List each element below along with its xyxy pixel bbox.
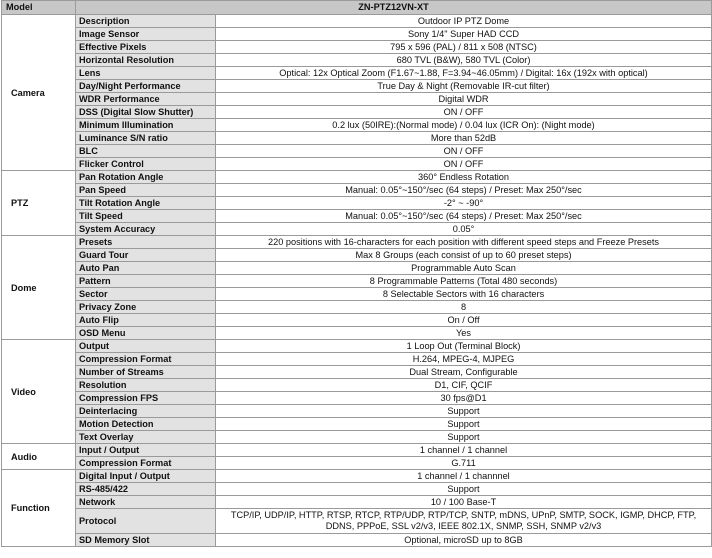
spec-value: 220 positions with 16-characters for each position with different speed steps and Freeze Presets <box>216 236 712 249</box>
model-label: Model <box>2 1 76 15</box>
spec-value: Optional, microSD up to 8GB <box>216 534 712 547</box>
table-row <box>2 41 712 54</box>
table-row <box>2 534 712 547</box>
spec-item-label: Effective Pixels <box>76 41 216 54</box>
spec-value: Support <box>216 405 712 418</box>
table-row <box>2 483 712 496</box>
spec-item-label: Output <box>76 340 216 353</box>
spec-item-label: Input / Output <box>76 444 216 457</box>
spec-item-label: DSS (Digital Slow Shutter) <box>76 106 216 119</box>
spec-value: Digital WDR <box>216 93 712 106</box>
spec-item-label: Compression Format <box>76 353 216 366</box>
spec-item-label: SD Memory Slot <box>76 534 216 547</box>
spec-item-label: Text Overlay <box>76 431 216 444</box>
table-row <box>2 470 712 483</box>
spec-item-label: Horizontal Resolution <box>76 54 216 67</box>
spec-body <box>2 15 712 547</box>
spec-value: Outdoor IP PTZ Dome <box>216 15 712 28</box>
table-row <box>2 28 712 41</box>
table-row <box>2 262 712 275</box>
spec-value: 8 <box>216 301 712 314</box>
table-row <box>2 366 712 379</box>
table-row <box>2 405 712 418</box>
category-cell: Video <box>2 340 76 444</box>
spec-value: TCP/IP, UDP/IP, HTTP, RTSP, RTCP, RTP/UDP, RTP/TCP, SNTP, mDNS, UPnP, SMTP, SOCK, IGMP, DHCP, FTP, DDNS, PPPoE, SSL v2/v3, IEEE 802.1X, SNMP, SSH, SNMP v2/v3 <box>216 509 712 534</box>
table-row <box>2 249 712 262</box>
table-row <box>2 67 712 80</box>
spec-item-label: Digital Input / Output <box>76 470 216 483</box>
spec-item-label: Auto Flip <box>76 314 216 327</box>
table-row <box>2 197 712 210</box>
spec-value: 680 TVL (B&W), 580 TVL (Color) <box>216 54 712 67</box>
spec-value: -2° ~ -90° <box>216 197 712 210</box>
spec-value: 0.05° <box>216 223 712 236</box>
spec-value: G.711 <box>216 457 712 470</box>
spec-item-label: Number of Streams <box>76 366 216 379</box>
spec-value: Max 8 Groups (each consist of up to 60 preset steps) <box>216 249 712 262</box>
spec-value: Dual Stream, Configurable <box>216 366 712 379</box>
category-cell: PTZ <box>2 171 76 236</box>
spec-value: H.264, MPEG-4, MJPEG <box>216 353 712 366</box>
spec-value: 0.2 lux (50IRE):(Normal mode) / 0.04 lux (ICR On): (Night mode) <box>216 119 712 132</box>
spec-item-label: Auto Pan <box>76 262 216 275</box>
spec-item-label: Image Sensor <box>76 28 216 41</box>
spec-value: 8 Programmable Patterns (Total 480 seconds) <box>216 275 712 288</box>
table-row <box>2 93 712 106</box>
spec-value: D1, CIF, QCIF <box>216 379 712 392</box>
model-name: ZN-PTZ12VN-XT <box>76 1 712 15</box>
spec-item-label: Guard Tour <box>76 249 216 262</box>
table-row <box>2 431 712 444</box>
table-row <box>2 80 712 93</box>
table-row <box>2 184 712 197</box>
table-row <box>2 327 712 340</box>
table-row <box>2 509 712 534</box>
category-cell: Dome <box>2 236 76 340</box>
spec-item-label: WDR Performance <box>76 93 216 106</box>
spec-value: ON / OFF <box>216 145 712 158</box>
spec-item-label: Flicker Control <box>76 158 216 171</box>
spec-value: Sony 1/4" Super HAD CCD <box>216 28 712 41</box>
spec-table <box>1 0 712 547</box>
table-row <box>2 457 712 470</box>
spec-item-label: Pattern <box>76 275 216 288</box>
table-row <box>2 158 712 171</box>
spec-item-label: Pan Rotation Angle <box>76 171 216 184</box>
spec-item-label: Motion Detection <box>76 418 216 431</box>
spec-item-label: Day/Night Performance <box>76 80 216 93</box>
spec-value: Manual: 0.05°~150°/sec (64 steps) / Preset: Max 250°/sec <box>216 210 712 223</box>
table-row <box>2 275 712 288</box>
spec-item-label: Presets <box>76 236 216 249</box>
table-row <box>2 314 712 327</box>
spec-item-label: Compression Format <box>76 457 216 470</box>
table-row <box>2 171 712 184</box>
category-cell: Camera <box>2 15 76 171</box>
spec-value: Support <box>216 483 712 496</box>
table-row <box>2 392 712 405</box>
category-cell: Audio <box>2 444 76 470</box>
category-cell: Function <box>2 470 76 547</box>
header-row <box>2 1 712 15</box>
spec-value: Support <box>216 418 712 431</box>
spec-value: ON / OFF <box>216 158 712 171</box>
table-row <box>2 236 712 249</box>
spec-item-label: Luminance S/N ratio <box>76 132 216 145</box>
spec-value: 1 channel / 1 channnel <box>216 470 712 483</box>
table-row <box>2 444 712 457</box>
spec-value: 360° Endless Rotation <box>216 171 712 184</box>
table-row <box>2 54 712 67</box>
spec-value: 10 / 100 Base-T <box>216 496 712 509</box>
spec-value: 8 Selectable Sectors with 16 characters <box>216 288 712 301</box>
spec-value: ON / OFF <box>216 106 712 119</box>
spec-item-label: Resolution <box>76 379 216 392</box>
spec-value: 795 x 596 (PAL) / 811 x 508 (NTSC) <box>216 41 712 54</box>
table-row <box>2 223 712 236</box>
table-row <box>2 132 712 145</box>
spec-item-label: RS-485/422 <box>76 483 216 496</box>
spec-value: Support <box>216 431 712 444</box>
spec-item-label: Pan Speed <box>76 184 216 197</box>
spec-value: Programmable Auto Scan <box>216 262 712 275</box>
spec-item-label: Description <box>76 15 216 28</box>
spec-value: Optical: 12x Optical Zoom (F1.67~1.88, F=3.94~46.05mm) / Digital: 16x (192x with optical) <box>216 67 712 80</box>
table-row <box>2 288 712 301</box>
table-row <box>2 15 712 28</box>
table-row <box>2 119 712 132</box>
spec-item-label: System Accuracy <box>76 223 216 236</box>
spec-item-label: Network <box>76 496 216 509</box>
spec-value: Yes <box>216 327 712 340</box>
spec-item-label: OSD Menu <box>76 327 216 340</box>
spec-item-label: Minimum Illumination <box>76 119 216 132</box>
spec-value: On / Off <box>216 314 712 327</box>
spec-item-label: Lens <box>76 67 216 80</box>
spec-item-label: BLC <box>76 145 216 158</box>
spec-item-label: Protocol <box>76 509 216 534</box>
spec-item-label: Sector <box>76 288 216 301</box>
spec-value: 30 fps@D1 <box>216 392 712 405</box>
table-row <box>2 106 712 119</box>
spec-value: 1 Loop Out (Terminal Block) <box>216 340 712 353</box>
table-row <box>2 340 712 353</box>
table-row <box>2 301 712 314</box>
table-row <box>2 353 712 366</box>
spec-item-label: Privacy Zone <box>76 301 216 314</box>
table-row <box>2 145 712 158</box>
spec-value: True Day & Night (Removable IR-cut filter) <box>216 80 712 93</box>
spec-value: Manual: 0.05°~150°/sec (64 steps) / Preset: Max 250°/sec <box>216 184 712 197</box>
spec-value: 1 channel / 1 channel <box>216 444 712 457</box>
table-row <box>2 379 712 392</box>
table-row <box>2 210 712 223</box>
spec-item-label: Tilt Speed <box>76 210 216 223</box>
table-row <box>2 418 712 431</box>
spec-value: More than 52dB <box>216 132 712 145</box>
spec-item-label: Tilt Rotation Angle <box>76 197 216 210</box>
table-row <box>2 496 712 509</box>
spec-item-label: Deinterlacing <box>76 405 216 418</box>
spec-item-label: Compression FPS <box>76 392 216 405</box>
